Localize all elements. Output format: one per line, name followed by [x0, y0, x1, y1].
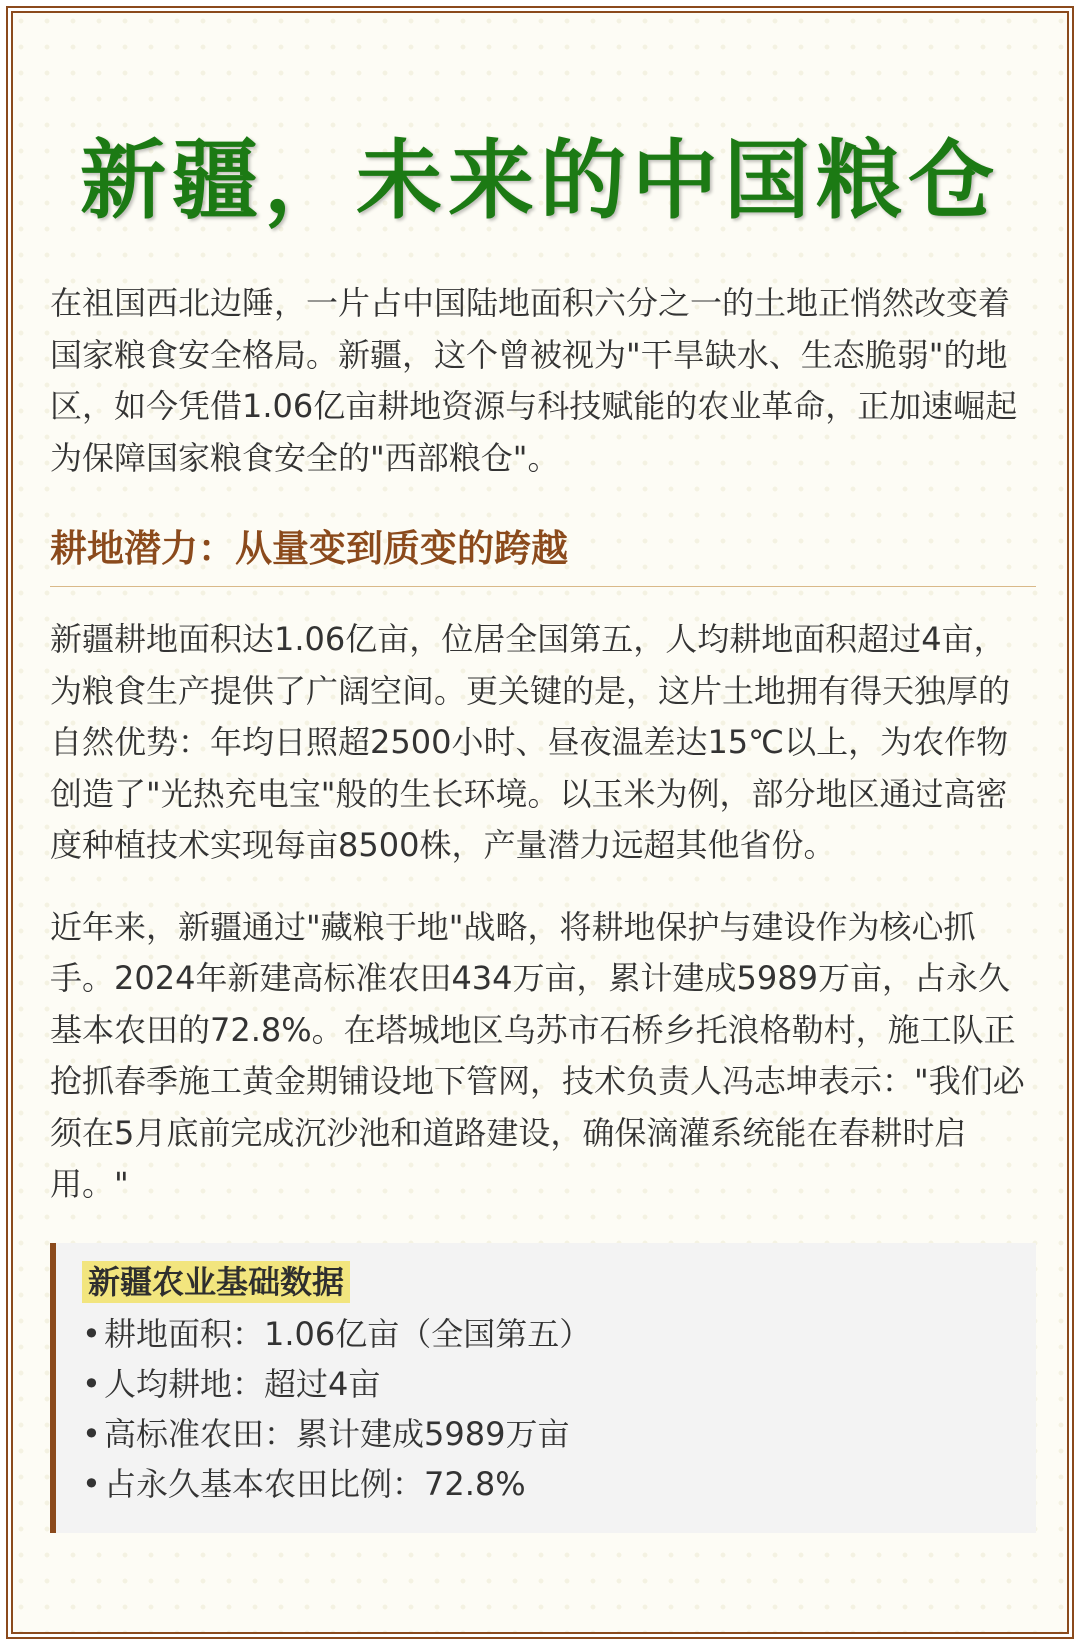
- list-item: [82, 1409, 1016, 1459]
- article-frame: [6, 6, 1074, 1639]
- intro-paragraph: 在祖国西北边陲，一片占中国陆地面积六分之一的土地正悄然改变着国家粮食安全格局。新疆，这个曾被视为"干旱缺水、生态脆弱"的地区，如今凭借1.06亿亩耕地资源与科技赋能的农业革命，正加速崛起为保障国家粮食安全的"西部粮仓"。: [50, 284, 1018, 477]
- list-item: [82, 1459, 1016, 1509]
- list-item-text: 耕地面积：1.06亿亩（全国第五）: [104, 1314, 592, 1353]
- article-body: [50, 278, 1036, 1533]
- article-title: 新疆，未来的中国粮仓: [80, 131, 1000, 231]
- bullet-icon: •: [82, 1364, 101, 1403]
- list-item-text: 高标准农田：累计建成5989万亩: [104, 1414, 570, 1453]
- list-item-text: 人均耕地：超过4亩: [104, 1364, 381, 1403]
- bullet-icon: •: [82, 1464, 101, 1503]
- section-heading: 耕地潜力：从量变到质变的跨越: [50, 524, 1036, 587]
- bullet-icon: •: [82, 1414, 101, 1453]
- bullet-icon: •: [82, 1314, 101, 1353]
- section-paragraph-1: 新疆耕地面积达1.06亿亩，位居全国第五，人均耕地面积超过4亩，为粮食生产提供了广阔空间。更关键的是，这片土地拥有得天独厚的自然优势：年均日照超2500小时、昼夜温差达15℃以上，为农作物创造了"光热充电宝"般的生长环境。以玉米为例，部分地区通过高密度种植技术实现每亩8500株，产量潜力远超其他省份。: [50, 620, 1011, 864]
- data-list: [82, 1309, 1016, 1509]
- list-item: [82, 1359, 1016, 1409]
- list-item: [82, 1309, 1016, 1359]
- section-paragraph-2: 近年来，新疆通过"藏粮于地"战略，将耕地保护与建设作为核心抓手。2024年新建高标准农田434万亩，累计建成5989万亩，占永久基本农田的72.8%。在塔城地区乌苏市石桥乡托浪格勒村，施工队正抢抓春季施工黄金期铺设地下管网，技术负责人冯志坤表示："我们必须在5月底前完成沉沙池和道路建设，确保滴灌系统能在春耕时启用。": [50, 907, 1025, 1203]
- list-item-text: 占永久基本农田比例：72.8%: [104, 1464, 526, 1503]
- data-box: [50, 1243, 1036, 1533]
- data-box-title: 新疆农业基础数据: [82, 1261, 350, 1303]
